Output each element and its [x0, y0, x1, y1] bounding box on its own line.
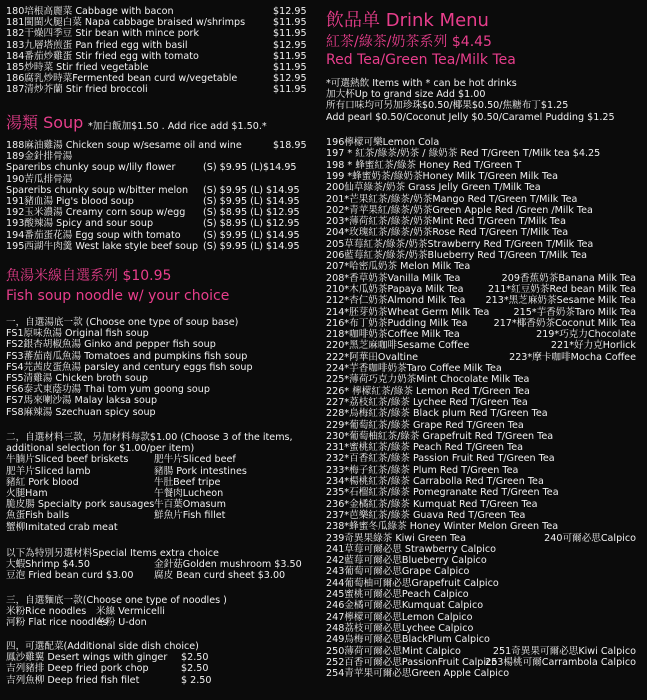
item-name: FS7馬來喇沙湯 Malay laksa soup [6, 395, 158, 407]
drink-a: 198 * 蜂蜜紅茶/綠茶 Honey Red T/Green T [326, 159, 522, 171]
drink-b: 211*紅豆奶茶Red bean Milk Tea [488, 283, 636, 295]
item-name: Spareribs chunky soup w/lily flower [6, 162, 176, 174]
item-price: $11.95 [273, 62, 307, 73]
drink-a: 226* 檸檬紅茶/綠茶 Lemon Red T/Green Tea [326, 385, 530, 397]
item-name: 180培根高麗菜 Cabbage with bacon [6, 6, 174, 17]
drink-a: 231*蜜桃紅茶/綠茶 Peach Red T/Green Tea [326, 442, 524, 454]
item-name: 187清炒芥蘭 Stir fried broccoli [6, 84, 148, 96]
drink-a: 247檸檬可爾必思Lemon Calpico [326, 611, 473, 623]
item-name: 吉列魚柳 Deep fried fish filet [6, 674, 140, 686]
drink-a: 235*石榴紅茶/綠茶 Pomegranate Red T/Green Tea [326, 487, 559, 499]
item-name: 192玉米濃湯 Creamy corn soup w/egg [6, 207, 186, 219]
item-name: 190苦瓜排骨湯 [6, 173, 73, 185]
item-price: (S) $8.95 (L) $12.95 [203, 207, 300, 219]
drink-a: 210*木瓜奶茶Papaya Milk Tea [326, 283, 464, 295]
drink-a: 243葡萄可爾必思Grape Calpico [326, 566, 470, 578]
special-b: 腐皮 Bean curd sheet $3.00 [154, 570, 286, 582]
drink-a: 216*布丁奶茶Pudding Milk Tea [326, 317, 468, 329]
item-name: 195西湖牛肉羹 West lake style beef soup [6, 240, 199, 252]
item-price: $12.95 [273, 73, 307, 85]
drink-a: 225*薄荷巧克力奶茶Mint Chocolate Milk Tea [326, 374, 530, 386]
drink-a: 249烏梅可爾必思BlackPlum Calpico [326, 634, 490, 646]
ingredient-a: 豬紅 Pork blood [6, 476, 79, 488]
noodle-a: 米粉Rice noodles [6, 606, 87, 618]
drink-a: 204*玫瑰紅茶/綠茶/奶茶Rose Red T/Green T/Milk Tea [326, 227, 569, 239]
drink-a: 229*葡萄紅茶/綠茶 Grape Red T/Green Tea [326, 419, 524, 431]
step-title: additional selection for $1.00/per item) [6, 443, 195, 455]
noodle-title-zh-text: 魚湯米線自選系列 $10.95 [6, 268, 172, 284]
step-title: 以下為特別另選材料Special Items extra choice [6, 548, 219, 559]
item-name: FS8麻辣湯 Szechuan spicy soup [6, 406, 156, 418]
drink-a: 238*蜂蜜冬瓜綠茶 Honey Winter Melon Green Tea [326, 521, 559, 533]
drink-b: 209香蕉奶茶Banana Milk Tea [501, 272, 636, 284]
item-price: $11.95 [273, 28, 307, 40]
drink-b: 213*黑芝麻奶茶Sesame Milk Tea [485, 295, 636, 307]
item-name: 186腐乳炒時菜Fermented bean curd w/vegetable [6, 73, 238, 85]
step-title: 二，自選材料三款，另加材料每款$1.00 (Choose 3 of the items, [6, 432, 293, 443]
item-name: 183九層塔煎蛋 Pan fried egg with basil [6, 39, 188, 51]
noodle-title-en-text: Fish soup noodle w/ your choice [6, 288, 230, 304]
item-name: FS2銀杏胡椒魚湯 Ginko and pepper fish soup [6, 339, 216, 351]
item-name: FS4芫茜皮蛋魚湯 parsley and century eggs fish soup [6, 361, 253, 373]
drink-a: 242藍莓可爾必思Blueberry Calpico [326, 555, 487, 567]
ingredient-a: 蟹柳Imitated crab meat [6, 521, 118, 533]
drink-a: 250薄荷可爾必思Mint Calpico [326, 645, 461, 657]
note-text: 加大杯Up to grand size Add $1.00 [326, 89, 486, 101]
item-price: (S) $9.95 (L)$14.95 [203, 162, 297, 174]
drink-a: 212*杏仁奶茶Almond Milk Tea [326, 295, 466, 307]
drink-a: 237*芭樂紅茶/綠茶 Guava Red T/Green Tea [326, 509, 526, 521]
step-title: 四，可選配菜(Additional side dish choice) [6, 641, 199, 652]
drink-item [326, 533, 636, 544]
drink-a: 197 * 紅茶/綠茶/奶茶 / 綠奶茶 Red T/Green T/Milk tea $4.25 [326, 148, 601, 160]
item-name: FS1原味魚湯 Original fish soup [6, 328, 149, 340]
drink-a: 248荔枝可爾必思Lychee Calpico [326, 622, 474, 634]
drink-a: 224*芋香咖啡奶茶Taro Coffee Milk Tea [326, 363, 502, 374]
drink-a: 200仙草綠茶/奶茶 Grass Jelly Green T/Milk Tea [326, 182, 541, 194]
drink-title: 飲品单 Drink Menu [326, 10, 489, 31]
item-price: $2.50 [181, 663, 209, 675]
item-name: Spareribs chunky soup w/bitter melon [6, 184, 189, 196]
item-name: 鳳沙雞翼 Desert wings with ginger [6, 652, 168, 664]
drink-a: 220*黑芝麻咖啡Sesame Coffee [326, 340, 470, 352]
item-price: $12.95 [273, 6, 307, 17]
drink-a: 199 *蜂蜜奶茶/綠奶茶Honey Milk T/Green Milk Tea [326, 170, 558, 182]
ingredient-a: 魚蛋Fish balls [6, 510, 70, 522]
item-price: $18.95 [273, 140, 307, 151]
drink-a: 208*香草奶茶Vanilla Milk Tea [326, 272, 461, 284]
noodle-b: 冬粉 U-don [96, 617, 147, 629]
soup-title: 湯類 Soup [6, 113, 84, 132]
drink-a: 201*芒果紅茶/綠茶/奶茶Mango Red T/Green T/Milk Tea [326, 193, 578, 205]
drink-a: 230*葡萄柚紅茶/綠茶 Grapefruit Red T/Green Tea [326, 430, 554, 442]
drink-a: 244葡萄柚可爾必思Grapefruit Calpico [326, 577, 499, 589]
item-name: 193酸辣湯 Spicy and sour soup [6, 218, 154, 230]
drink-b: 240可爾必思Calpico [544, 532, 636, 544]
item-name: 185炒時菜 Stir fried vegetable [6, 62, 149, 73]
ingredient-b: 豬腸 Pork intestines [154, 465, 247, 477]
drink-a: 202*青苹果紅/綠茶/奶茶Green Apple Red /Green /Milk Tea [326, 204, 593, 216]
step-title: 三，自選麵底一款(Choose one type of noodles ) [6, 595, 227, 606]
item-name: 191豬血湯 Pig's blood soup [6, 196, 134, 207]
drink-item [326, 284, 636, 295]
note-text: 所有口味均可另加珍珠$0.50/椰果$0.50/焦糖布丁$1.25 [326, 100, 569, 112]
drink-item [326, 329, 636, 340]
item-name: 吉列豬排 Deep fried pork chop [6, 663, 149, 675]
step-title: 一，自選湯底一款 (Choose one type of soup base) [6, 317, 239, 328]
drink-b: 223*摩卡咖啡Mocha Coffee [509, 351, 636, 363]
drink-b: 217*椰香奶茶Coconut Milk Tea [493, 317, 636, 329]
ingredient-a: 火腿Ham [6, 488, 48, 499]
drink-a: 214*胚芽奶茶Wheat Germ Milk Tea [326, 306, 490, 318]
item-name: 194番茄蛋花湯 Egg soup with tomato [6, 229, 181, 241]
drink-b: 219*巧克力Chocolate [536, 329, 636, 341]
item-price: (S) $9.95 (L) $14.95 [203, 229, 300, 241]
ingredient-a: 脆皮腸 Specialty pork sausages [6, 499, 155, 511]
drink-item [326, 352, 636, 363]
noodle-a: 河粉 Flat rice noodles [6, 617, 108, 629]
drink-a: 196檸檬可樂Lemon Cola [326, 137, 440, 148]
item-name: 181閩閩火腿白菜 Napa cabbage braised w/shrimps [6, 17, 246, 29]
item-price: (S) $8.95 (L) $12.95 [203, 218, 300, 230]
item-price: $2.50 [181, 652, 209, 664]
drink-a: 227*荔枝紅茶/綠茶 Lychee Red T/Green Tea [326, 396, 528, 408]
item-price: $11.95 [273, 84, 307, 96]
drink-b: 221*好力克Horlick [550, 340, 636, 352]
item-name: 182干燥四季豆 Stir bean with mince pork [6, 28, 200, 40]
item-name: FS5清雞湯 Chicken broth soup [6, 373, 148, 384]
drink-a: 206藍莓紅茶/綠茶/奶茶Blueberry Red T/Green T/Milk Tea [326, 250, 587, 261]
item-price: $11.95 [273, 17, 307, 29]
drink-a: 203*薄荷紅茶/綠茶/奶茶Mint Red T/Green T/Milk Tea [326, 216, 566, 228]
drink-b: 251奇異果可爾必思Kiwi Calpico [492, 645, 636, 657]
item-price: $12.95 [273, 39, 307, 51]
drink-item [326, 657, 636, 668]
drink-a: 254青苹果可爾必思Green Apple Calpico [326, 668, 510, 680]
item-name: FS6泰式東蔭功湯 Thai tom yum goong soup [6, 384, 210, 396]
item-price: (S) $9.95 (L) $14.95 [203, 240, 300, 252]
item-price: (S) $9.95 (L) $14.95 [203, 184, 300, 196]
special-a: 大蝦Shrimp $4.50 [6, 559, 90, 571]
ingredient-a: 牛腩片Sliced beef briskets [6, 454, 129, 466]
special-a: 豆泡 Fried bean curd $3.00 [6, 570, 134, 582]
drink-a: 236*金橘紅茶/綠茶 Kumquat Red T/Green Tea [326, 498, 538, 510]
drink-item [326, 307, 636, 318]
item-name: FS3蕃茄南瓜魚湯 Tomatoes and pumpkins fish soup [6, 350, 248, 362]
drink-b: 253楊桃可爾Carrambola Calpico [485, 656, 636, 668]
tea-title-en-text: Red Tea/Green Tea/Milk Tea [326, 52, 516, 68]
drink-item [326, 295, 636, 306]
ingredient-b: 鮮魚片Fish fillet [154, 510, 226, 522]
item-name: 184番茄炒雞蛋 Stir fried egg with tomato [6, 50, 199, 62]
drink-a: 232*百香紅茶/綠茶 Passion Fruit Red T/Green Tea [326, 453, 555, 465]
drink-a: 246金橘可爾必思Kumquat Calpico [326, 600, 484, 612]
drink-item [326, 273, 636, 284]
drink-a: 228*烏梅紅茶/綠茶 Black plum Red T/Green Tea [326, 408, 548, 420]
tea-title-zh-text: 紅茶/綠茶/奶茶系列 $4.45 [326, 34, 492, 50]
ingredient-b: 午餐肉Lucheon [154, 488, 224, 499]
drink-a: 207*哈密瓜奶茶 Melon Milk Tea [326, 261, 471, 273]
drink-a: 218*咖啡奶茶Coffee Milk Tea [326, 329, 460, 341]
item-price: (S) $9.95 (L) $14.95 [203, 196, 300, 207]
drink-a: 205草莓紅茶/綠茶/奶茶Strawberry Red T/Green T/Milk Tea [326, 238, 594, 250]
note-text: Add pearl $0.50/Coconut Jelly $0.50/Caramel Pudding $1.25 [326, 111, 615, 123]
drink-b: 215*芋香奶茶Taro Milk Tea [513, 306, 636, 318]
ingredient-b: 牛肚Beef tripe [154, 476, 221, 488]
item-name: 188麻油雞湯 Chicken soup w/sesame oil and wine [6, 140, 242, 151]
drink-item [326, 646, 636, 657]
drink-a: 233*梅子紅茶/綠茶 Plum Red T/Green Tea [326, 464, 519, 476]
item-price: $ 2.50 [181, 674, 212, 686]
drink-a: 241草莓可爾必思 Strawberry Calpico [326, 543, 497, 555]
soup-note: *加白飯加$1.50 . Add rice add $1.50.* [88, 121, 267, 132]
drink-a: 252百香可爾必思PassionFruit Calpico [326, 656, 498, 668]
drink-item [326, 340, 636, 351]
drink-a: 222*阿華田Ovaltine [326, 351, 419, 363]
drink-item [326, 318, 636, 329]
noodle-b: 米線 Vermicelli [96, 606, 165, 618]
drink-a: 234*楊桃紅茶/綠茶 Carrabolla Red T/Green Tea [326, 476, 544, 487]
item-name: 189金針排骨湯 [6, 151, 73, 163]
item-price: $11.95 [273, 50, 307, 62]
special-b: 金針菇Golden mushroom $3.50 [154, 559, 302, 571]
ingredient-b: 肥牛片Sliced beef [154, 454, 236, 466]
drink-a: 239奇異果綠茶 Kiwi Green Tea [326, 532, 466, 544]
note-text: *可選熱飲 Items with * can be hot drinks [326, 78, 517, 89]
drink-a: 245蜜桃可爾必思Peach Calpico [326, 589, 469, 600]
ingredient-a: 肥羊片Sliced lamb [6, 465, 91, 477]
ingredient-b: 牛百葉Omasum [154, 499, 226, 511]
